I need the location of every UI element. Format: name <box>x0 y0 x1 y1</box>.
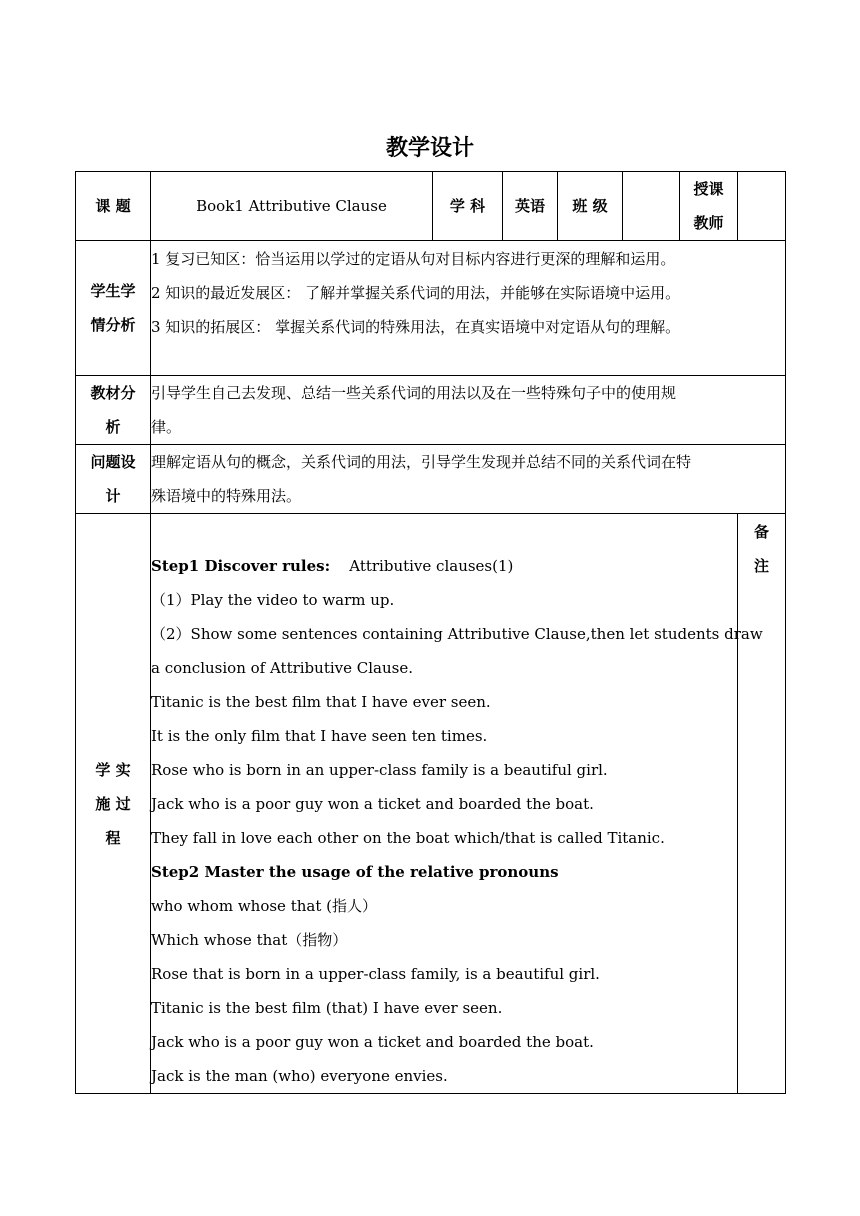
step1-line: a conclusion of Attributive Clause. <box>151 659 413 677</box>
step1-line: They fall in love each other on the boat which/that is called Titanic. <box>151 829 665 847</box>
step1-title: Step1 Discover rules: <box>151 557 331 575</box>
questions-label <box>76 445 151 514</box>
step2-line: Jack is the man (who) everyone envies. <box>151 1067 448 1085</box>
step2-line: who whom whose that (指人） <box>151 897 377 915</box>
notes-column <box>738 514 786 1094</box>
teacher-value <box>738 172 786 241</box>
step1-line: Jack who is a poor guy won a ticket and boarded the boat. <box>151 795 594 813</box>
materials-label-line-2: 析 <box>105 418 121 436</box>
topic-label: 课 题 <box>76 172 151 241</box>
process-label <box>76 514 151 1094</box>
questions-row <box>76 445 786 514</box>
materials-label <box>76 376 151 445</box>
step1-line: It is the only film that I have seen ten times. <box>151 727 488 745</box>
analysis-line-2: 2 知识的最近发展区： 了解并掌握关系代词的用法，并能够在实际语境中运用。 <box>151 284 681 302</box>
questions-line-1: 理解定语从句的概念，关系代词的用法，引导学生发现并总结不同的关系代词在特 <box>151 453 692 471</box>
process-spacer <box>151 515 737 549</box>
subject-label: 学 科 <box>433 172 503 241</box>
class-value <box>623 172 680 241</box>
step1-line: Titanic is the best film that I have ever seen. <box>151 693 491 711</box>
notes-label-line-1: 备 <box>753 523 769 541</box>
lesson-design-table <box>75 171 786 1094</box>
step2-title: Step2 Master the usage of the relative pronouns <box>151 863 559 881</box>
step2-line: Titanic is the best film (that) I have ever seen. <box>151 999 503 1017</box>
analysis-line-1: 1 复习已知区：恰当运用以学过的定语从句对目标内容进行更深的理解和运用。 <box>151 250 676 268</box>
process-row <box>76 514 786 1094</box>
process-label-line-1: 学 实 <box>95 760 131 779</box>
document-title: 教学设计 <box>385 136 474 161</box>
process-content <box>151 514 763 1094</box>
materials-line-2: 律。 <box>151 418 182 436</box>
analysis-label-line-2: 情分析 <box>90 316 136 334</box>
materials-label-line-1: 教材分 <box>90 384 136 402</box>
step2-line: Which whose that（指物） <box>151 931 348 949</box>
step2-line: Jack who is a poor guy won a ticket and boarded the boat. <box>151 1033 594 1051</box>
analysis-content <box>151 241 786 376</box>
questions-label-line-2: 计 <box>105 487 121 505</box>
materials-row <box>76 376 786 445</box>
step2-line: Rose that is born in a upper-class family, is a beautiful girl. <box>151 965 600 983</box>
header-row <box>76 172 786 241</box>
step1-line: （2）Show some sentences containing Attributive Clause,then let students draw <box>151 625 763 643</box>
analysis-row <box>76 241 786 376</box>
teacher-label <box>680 172 738 241</box>
questions-line-2: 殊语境中的特殊用法。 <box>151 487 302 505</box>
topic-value: Book1 Attributive Clause <box>151 172 433 241</box>
process-label-line-2: 施 过 <box>95 794 131 813</box>
step1-subtitle: Attributive clauses(1) <box>349 557 514 575</box>
materials-line-1: 引导学生自己去发现、总结一些关系代词的用法以及在一些特殊句子中的使用规 <box>151 384 677 402</box>
process-label-line-3: 程 <box>105 828 121 847</box>
step1-heading <box>151 549 737 583</box>
teacher-label-line-2: 教师 <box>693 214 724 232</box>
analysis-label <box>76 241 151 376</box>
teacher-label-line-1: 授课 <box>693 180 724 198</box>
materials-content <box>151 376 786 445</box>
step1-line: （1）Play the video to warm up. <box>151 591 395 609</box>
questions-content <box>151 445 786 514</box>
step1-line: Rose who is born in an upper-class family is a beautiful girl. <box>151 761 608 779</box>
analysis-label-line-1: 学生学 <box>90 282 136 300</box>
notes-label-line-2: 注 <box>753 557 769 575</box>
subject-value: 英语 <box>503 172 558 241</box>
class-label: 班 级 <box>558 172 623 241</box>
questions-label-line-1: 问题设 <box>90 453 136 471</box>
analysis-line-3: 3 知识的拓展区： 掌握关系代词的特殊用法，在真实语境中对定语从句的理解。 <box>151 318 681 336</box>
